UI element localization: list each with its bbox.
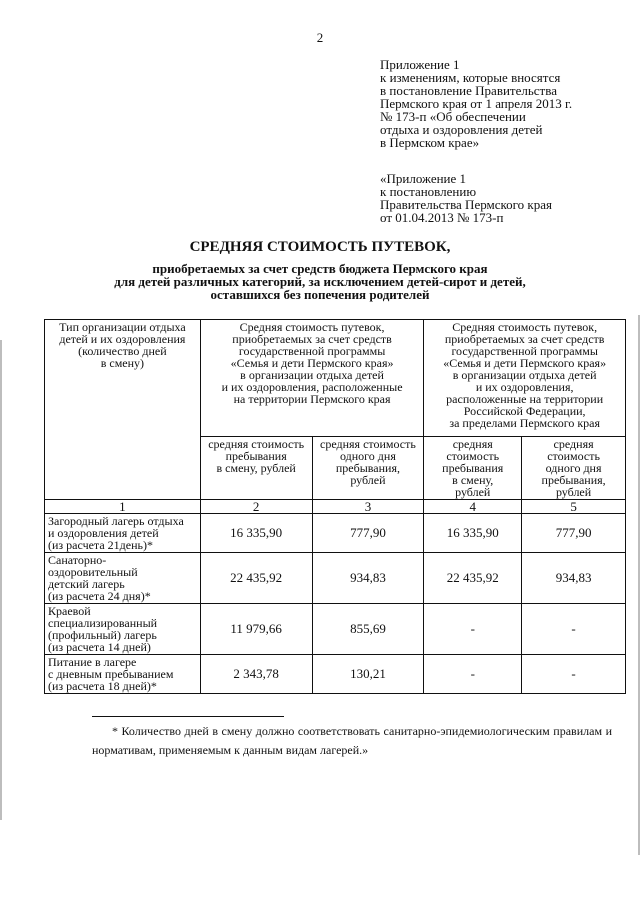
table-row — [45, 655, 626, 694]
cell-stay-cost-russia: - — [424, 604, 522, 655]
cell-stay-cost-russia: 16 335,90 — [424, 514, 522, 553]
document-title: СРЕДНЯЯ СТОИМОСТЬ ПУТЕВОК, — [189, 239, 451, 255]
header-line: одного дня — [340, 449, 396, 463]
header-line: Тип организации отдыха — [59, 320, 186, 334]
appendix-1-line: к изменениям, которые вносятся — [380, 70, 561, 85]
appendix-2-line: к постановлению — [380, 184, 477, 199]
table-header-row — [45, 320, 626, 437]
header-line: пребывания, — [335, 461, 400, 475]
header-line: государственной программы — [238, 344, 386, 358]
header-line: за пределами Пермского края — [449, 416, 600, 430]
header-line: в организации отдыха детей — [240, 368, 384, 382]
column-number: 2 — [200, 500, 312, 514]
header-line: в смену, рублей — [216, 461, 296, 475]
page-number: 2 — [316, 30, 324, 45]
cell-line: Питание в лагере — [48, 655, 137, 669]
appendix-1-block — [380, 58, 630, 149]
table-row — [45, 514, 626, 553]
cell-line: (из расчета 24 дня)* — [48, 589, 151, 603]
cell-day-cost-perm: 777,90 — [312, 514, 424, 553]
cell-day-cost-russia: - — [522, 604, 626, 655]
appendix-1-line: в Пермском крае» — [380, 135, 480, 150]
header-line: стоимость — [446, 449, 500, 463]
header-line: средняя — [452, 437, 493, 451]
scan-edge-left — [0, 340, 2, 820]
cell-line: Краевой — [48, 604, 91, 618]
table-row — [45, 553, 626, 604]
header-russia-group — [424, 320, 626, 437]
cost-table — [44, 319, 626, 694]
header-line: в организации отдыха детей — [452, 368, 597, 382]
appendix-1-line: № 173-п «Об обеспечении — [380, 109, 526, 124]
subtitle-line: оставшихся без попечения родителей — [210, 287, 430, 302]
appendix-1-line: отдыха и оздоровления детей — [380, 122, 543, 137]
cell-line: (из расчета 18 дней)* — [48, 679, 157, 693]
header-line: «Семья и дети Пермского края» — [230, 356, 394, 370]
header-line: стоимость — [547, 449, 600, 463]
cell-stay-cost-russia: - — [424, 655, 522, 694]
cell-day-cost-perm: 855,69 — [312, 604, 424, 655]
cell-day-cost-perm: 934,83 — [312, 553, 424, 604]
column-number: 5 — [522, 500, 626, 514]
appendix-1-line: Пермского края от 1 апреля 2013 г. — [380, 96, 573, 111]
row-organization-type — [45, 655, 201, 694]
header-line: государственной программы — [451, 344, 598, 358]
header-line: рублей — [555, 485, 592, 499]
cell-stay-cost-russia: 22 435,92 — [424, 553, 522, 604]
column-number-row — [45, 500, 626, 514]
table-row — [45, 604, 626, 655]
cell-day-cost-russia: 777,90 — [522, 514, 626, 553]
header-line: средняя стоимость — [208, 437, 305, 451]
header-line: пребывания — [442, 461, 504, 475]
footnote: * Количество дней в смену должно соответствовать санитарно-эпидемиологическим правилам и нормативам, применяемым к данным видам лагерей.» — [92, 724, 612, 757]
cell-day-cost-russia: 934,83 — [522, 553, 626, 604]
subheader-day-cost-perm — [312, 437, 424, 500]
subtitle-line: приобретаемых за счет средств бюджета Пермского края — [152, 261, 488, 276]
cell-line: Загородный лагерь отдыха — [48, 514, 184, 528]
header-line: в смену) — [100, 356, 145, 370]
header-line: рублей — [350, 473, 386, 487]
column-number: 4 — [424, 500, 522, 514]
header-line: детей и их оздоровления — [59, 332, 186, 346]
header-line: приобретаемых за счет средств — [444, 332, 605, 346]
header-line: и их оздоровления, расположенные — [221, 380, 403, 394]
cell-line: Санаторно- — [48, 553, 107, 567]
appendix-2-block — [380, 172, 630, 224]
header-line: «Семья и дети Пермского края» — [443, 356, 607, 370]
cell-line: с дневным пребыванием — [48, 667, 174, 681]
header-line: одного дня — [545, 461, 602, 475]
column-number: 1 — [45, 500, 201, 514]
header-line: пребывания — [225, 449, 287, 463]
header-line: средняя стоимость — [320, 437, 416, 451]
header-line: (количество дней — [78, 344, 167, 358]
cell-line: детский лагерь — [48, 577, 125, 591]
row-organization-type — [45, 514, 201, 553]
cell-line: специализированный — [48, 616, 158, 630]
appendix-2-line: «Приложение 1 — [380, 171, 467, 186]
header-perm-region-group — [200, 320, 424, 437]
header-line: Российской Федерации, — [463, 404, 586, 418]
header-organization-type — [45, 320, 201, 500]
header-line: Средняя стоимость путевок, — [239, 320, 385, 334]
row-organization-type — [45, 553, 201, 604]
appendix-2-line: Правительства Пермского края — [380, 197, 552, 212]
header-line: на территории Пермского края — [233, 392, 391, 406]
header-line: рублей — [455, 485, 491, 499]
header-line: приобретаемых за счет средств — [232, 332, 392, 346]
cell-line: (из расчета 21день)* — [48, 538, 153, 552]
footnote-divider — [92, 716, 284, 717]
row-organization-type — [45, 604, 201, 655]
subheader-stay-cost-russia — [424, 437, 522, 500]
header-line: расположенные на территории — [446, 392, 604, 406]
subheader-day-cost-russia — [522, 437, 626, 500]
appendix-2-line: от 01.04.2013 № 173-п — [380, 210, 504, 225]
cell-stay-cost-perm: 11 979,66 — [200, 604, 312, 655]
subheader-stay-cost-perm — [200, 437, 312, 500]
appendix-1-line: Приложение 1 — [380, 57, 460, 72]
cell-stay-cost-perm: 22 435,92 — [200, 553, 312, 604]
cell-line: (из расчета 14 дней) — [48, 640, 151, 654]
header-line: Средняя стоимость путевок, — [452, 320, 598, 334]
cell-stay-cost-perm: 2 343,78 — [200, 655, 312, 694]
header-line: и их оздоровления, — [475, 380, 574, 394]
cell-line: оздоровительный — [48, 565, 138, 579]
document-subtitle — [0, 262, 640, 301]
cell-line: (профильный) лагерь — [48, 628, 157, 642]
cell-stay-cost-perm: 16 335,90 — [200, 514, 312, 553]
column-number: 3 — [312, 500, 424, 514]
subtitle-line: для детей различных категорий, за исключением детей-сирот и детей, — [114, 274, 526, 289]
header-line: средняя — [553, 437, 594, 451]
appendix-1-line: в постановление Правительства — [380, 83, 557, 98]
cell-day-cost-russia: - — [522, 655, 626, 694]
header-line: в смену, — [452, 473, 494, 487]
header-line: пребывания, — [541, 473, 606, 487]
cell-line: и оздоровления детей — [48, 526, 159, 540]
cell-day-cost-perm: 130,21 — [312, 655, 424, 694]
